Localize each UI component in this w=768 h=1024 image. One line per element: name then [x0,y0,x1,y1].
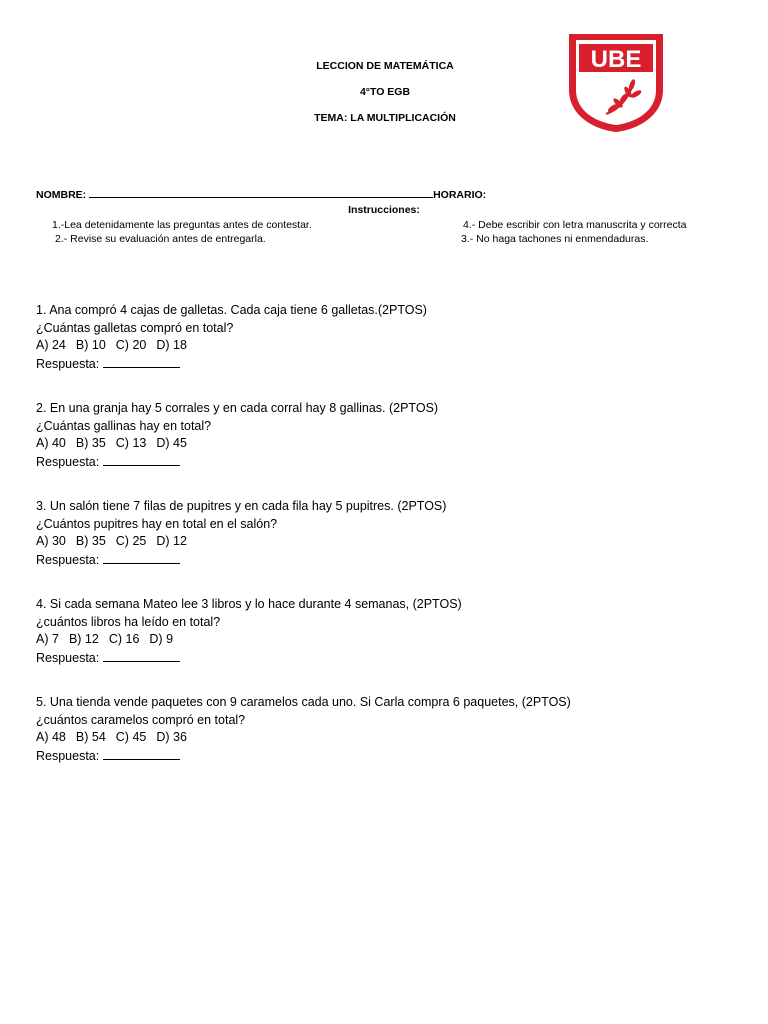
question-prompt: ¿cuántos libros ha leído en total? [36,614,221,629]
answer-blank [103,453,180,466]
student-info-row [36,187,486,201]
option-c: C) 13 [115,436,147,450]
option-a: A) 40 [36,436,66,450]
answer-label: Respuesta: [36,356,100,371]
question-block [36,302,427,373]
ube-shield-logo [566,32,666,134]
question-prompt: ¿Cuántas galletas compró en total? [36,320,234,335]
question-statement: 4. Si cada semana Mateo lee 3 libros y lo hace durante 4 semanas, (2PTOS) [36,597,462,611]
option-c: C) 25 [115,534,147,548]
question-block [36,498,446,569]
topic-label: TEMA: LA MULTIPLICACIÓN [314,112,456,124]
option-a: A) 24 [36,338,66,352]
answer-options [36,337,427,355]
name-blank [89,187,433,198]
option-d: D) 18 [156,338,187,352]
question-statement: 2. En una granja hay 5 corrales y en cada corral hay 8 gallinas. (2PTOS) [36,401,439,415]
question-statement: 5. Una tienda vende paquetes con 9 caramelos cada uno. Si Carla compra 6 paquetes, (2PTOS) [36,695,571,709]
option-d: D) 12 [156,534,187,548]
question-block [36,694,571,765]
option-b: B) 35 [75,436,106,450]
answer-blank [103,747,180,760]
instruction-2: 2.- Revise su evaluación antes de entregarla. [55,233,266,245]
option-c: C) 20 [115,338,147,352]
option-d: D) 9 [149,632,174,646]
answer-label: Respuesta: [36,650,100,665]
question-prompt: ¿Cuántas gallinas hay en total? [36,418,212,433]
schedule-label: HORARIO: [433,189,487,201]
answer-blank [103,355,180,368]
option-c: C) 16 [108,632,140,646]
option-a: A) 7 [36,632,59,646]
option-a: A) 48 [36,730,66,744]
question-prompt: ¿Cuántos pupitres hay en total en el salón? [36,516,278,531]
instruction-4: 4.- Debe escribir con letra manuscrita y correcta [463,219,687,231]
option-b: B) 54 [75,730,106,744]
answer-blank [103,551,180,564]
grade-label: 4°TO EGB [359,86,411,98]
option-d: D) 36 [156,730,187,744]
answer-options [36,533,446,551]
instructions-title: Instrucciones: [348,204,420,216]
answer-label: Respuesta: [36,552,100,567]
question-prompt: ¿cuántos caramelos compró en total? [36,712,246,727]
option-b: B) 35 [75,534,106,548]
answer-options [36,729,571,747]
question-statement: 3. Un salón tiene 7 filas de pupitres y en cada fila hay 5 pupitres. (2PTOS) [36,499,447,513]
instruction-1: 1.-Lea detenidamente las preguntas antes de contestar. [52,219,312,231]
option-d: D) 45 [156,436,187,450]
name-label: NOMBRE: [36,189,87,201]
answer-label: Respuesta: [36,454,100,469]
option-a: A) 30 [36,534,66,548]
answer-options [36,631,462,649]
option-c: C) 45 [115,730,147,744]
option-b: B) 10 [75,338,106,352]
option-b: B) 12 [68,632,99,646]
logo-text: UBE [590,46,642,73]
lesson-title: LECCION DE MATEMÁTICA [316,60,454,72]
answer-options [36,435,438,453]
question-statement: 1. Ana compró 4 cajas de galletas. Cada caja tiene 6 galletas.(2PTOS) [36,303,427,317]
answer-blank [103,649,180,662]
instruction-3: 3.- No haga tachones ni enmendaduras. [461,233,649,245]
question-block [36,400,438,471]
answer-label: Respuesta: [36,748,100,763]
question-block [36,596,462,667]
